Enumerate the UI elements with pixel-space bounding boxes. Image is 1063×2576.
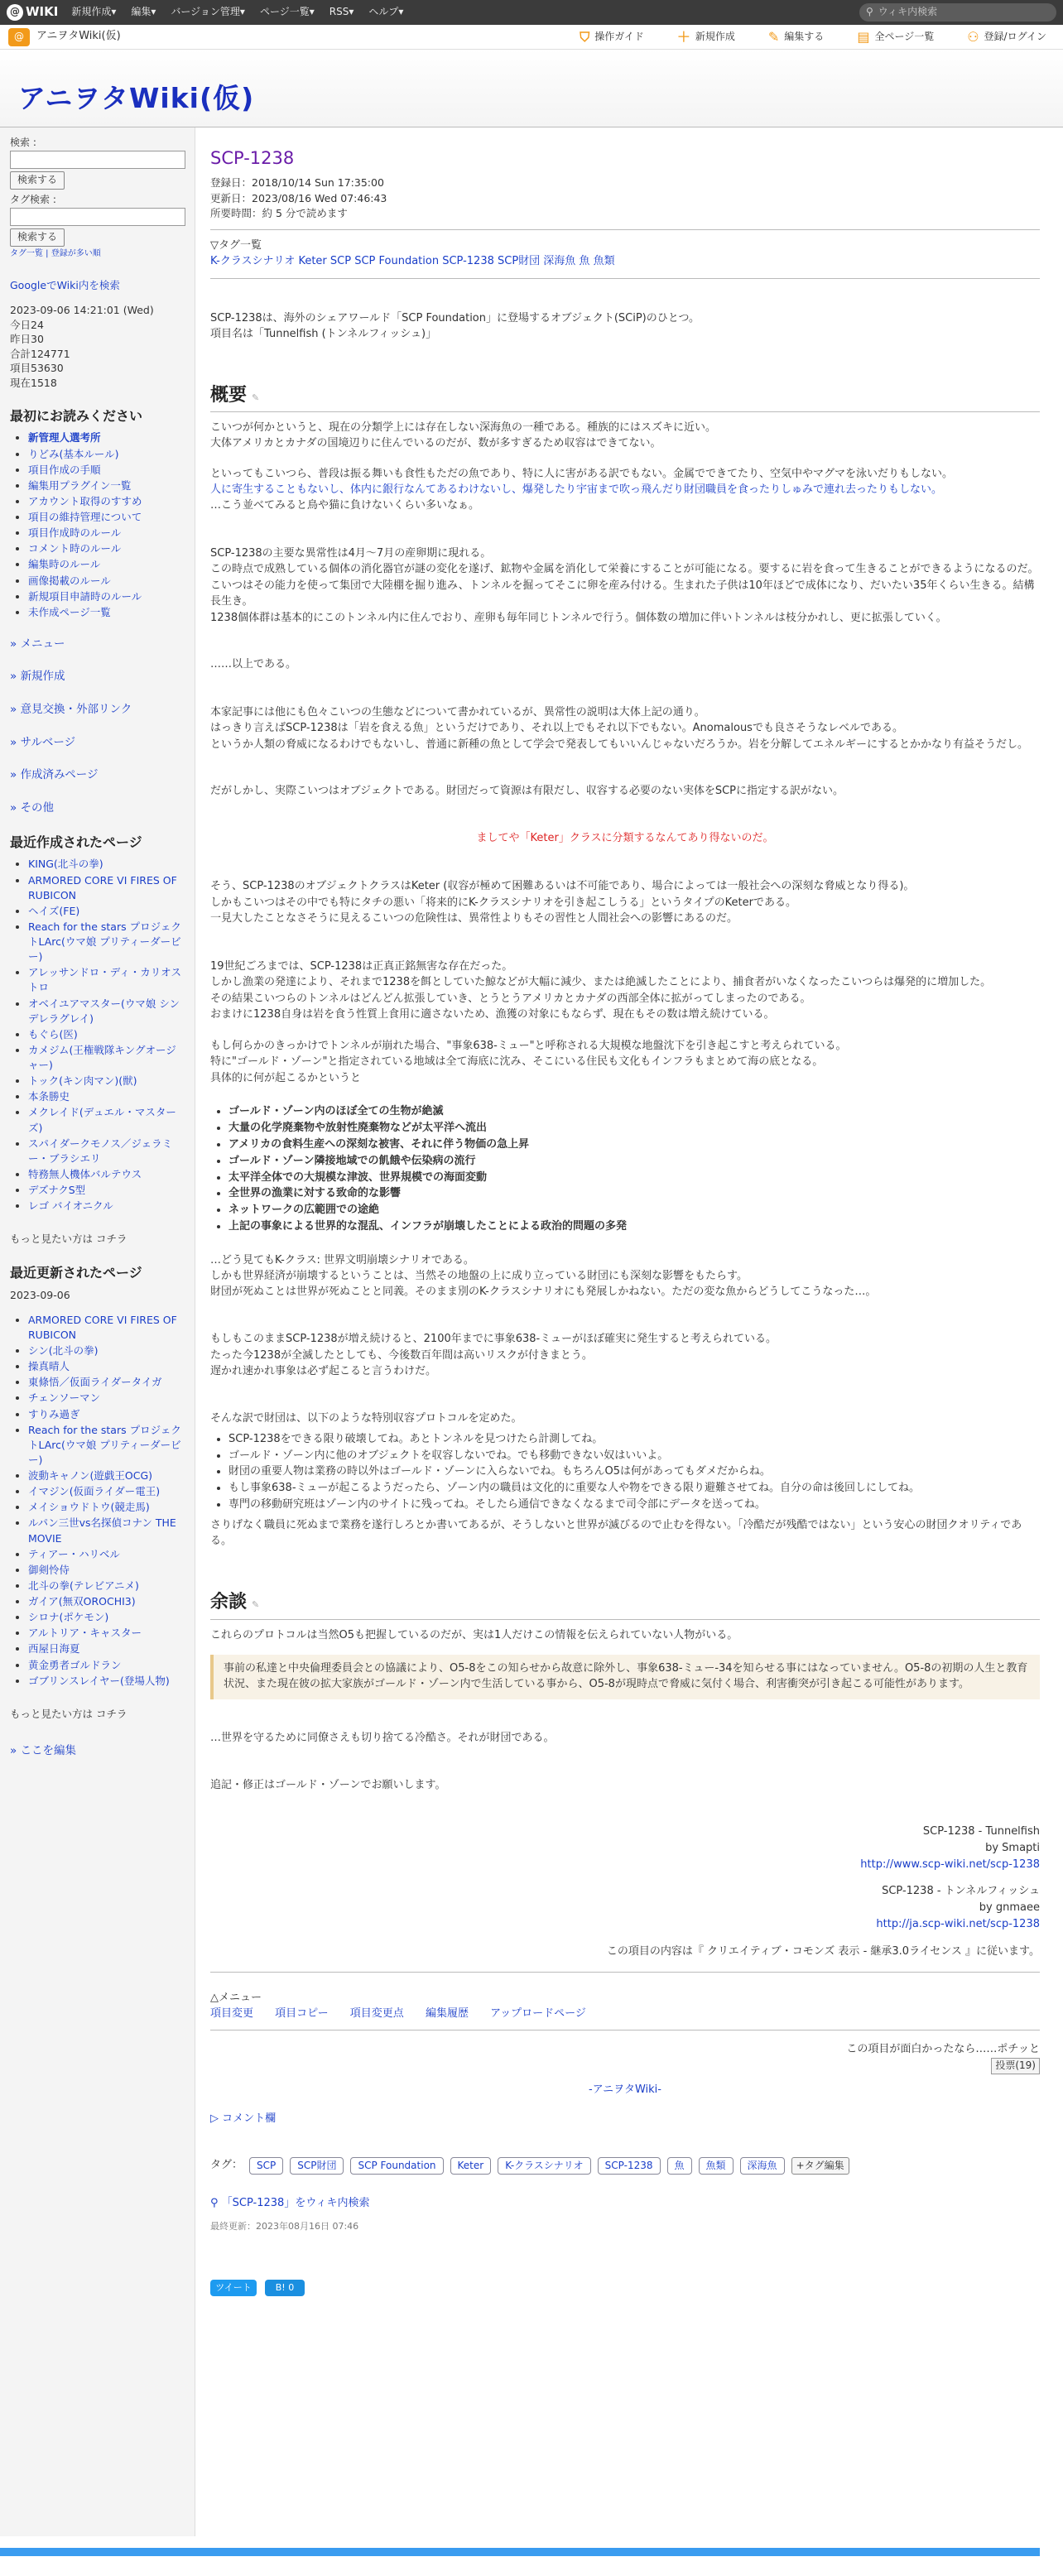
access-stats: 2023-09-06 14:21:01 (Wed) 今日24 昨日30 合計124771 項目53630 現在1518 [10,304,154,389]
list-item[interactable]: りどみ(基本ルール) [28,447,119,460]
list-item[interactable]: オベイユアマスター(ウマ娘 シンデレラグレイ) [28,997,180,1025]
tag-search-label: タグ検索 : [10,193,56,205]
list-item[interactable]: 項目の維持管理について [28,511,142,523]
list-item[interactable]: チェンソーマン [28,1391,101,1405]
search-icon: ⚲ [866,6,873,18]
article [195,127,1063,2536]
keter-explain: そう、SCP-1238のオブジェクトクラスはKeter (収容が極めて困難あるいは不可能であり、場合によっては一般社会への深刻な脅威となり得る)。 しかもこいつはその中でも特にタチの悪い「将来的にK-クラスシナリオを引き起こしうる」というタイプのKeterである。 一見大したことなさそうに見えるこいつの危険性は、異常性よりもその習性と人間社会への影響にあるのだ。 [210,880,915,925]
edit-icon[interactable]: ✎ [252,1598,260,1610]
license: この項目の内容は『 クリエイティブ・コモンズ 表示 - 継承3.0ライセンス 』に従います。 [606,1944,1040,1958]
list-item[interactable]: Reach for the stars プロジェクトLArc(ウマ娘 プリティーダービー) [28,920,181,964]
list-item[interactable]: トック(キン肉マン)(獣) [28,1074,137,1088]
tag-chip[interactable]: K-クラスシナリオ [498,2157,590,2175]
menu-new[interactable]: 新規作成▾ [71,6,117,18]
list-item: • ゴールド・ゾーン隣接地域での飢餓や伝染病の流行 [228,1154,1040,1170]
list-item[interactable]: アルトリア・キャスター [28,1627,142,1640]
menu-link[interactable]: 編集履歴 [425,2006,469,2020]
anomaly: SCP-1238の主要な異常性は4月〜7月の産卵期に現れる。 この時点で成熟している個体の消化器官が謎の変化を遂げ、鉱物や金属を消化して栄養にすることが可能になる。要するに岩を食って生きることができるようになるのだ。 こいつはその能力を使って集団で大陸棚を掘り進み、トンネルを掘ってそこに卵を産み付ける。生まれた子供は10年ほどで成体になり、だいたい35年くらい生きる。結構長生き。 1238個体群は基本的にこのトンネル内に住んでおり、産卵も毎年同じトンネルで行う。個体数の増加に伴いトンネルは枝分かれし、更に拡張していく。 [210,546,1039,624]
tweet-button[interactable]: ツイート [210,2280,257,2296]
list-item[interactable]: ARMORED CORE VI FIRES OF RUBICON [28,1313,177,1341]
credits: SCP-1238 - Tunnelfish by Smapti http://www.scp-wiki.net/scp-1238 SCP-1238 - トンネルフィッシュ by gnmaee http://ja.scp-wiki.net/scp-1238 この項目の内容は『 クリエイティブ・コモンズ 表示 - 継承3.0ライセンス 』に従います。 [210,1824,1040,1960]
site-name[interactable]: @ アニヲタWiki(仮) [8,28,121,46]
menu-rss[interactable]: RSS▾ [329,6,354,18]
menu-version[interactable]: バージョン管理▾ [171,6,245,18]
menu-link[interactable]: アップロードページ [490,2006,586,2020]
social-buttons [210,2280,1040,2296]
list-item[interactable]: アレッサンドロ・ディ・カリオストロ [28,966,182,994]
search-label: 検索 : [10,137,36,148]
site-bar [0,25,1063,50]
only-that: ……以上である。 [210,658,297,671]
list-item[interactable]: ガイア(無双OROCHI3) [28,1595,136,1608]
vote-area: この項目が面白かったなら……ポチッと 投票(19) [210,2042,1040,2074]
guide-button[interactable]: ⛉ 操作ガイド [580,27,644,46]
tag-chip[interactable]: Keter [450,2157,492,2175]
side-salvage-link[interactable]: » サルベージ [10,735,185,752]
consequence-list [210,1104,1040,1235]
list-item[interactable]: 波動キャノン(遊戯王OCG) [28,1469,153,1482]
updated-date: 2023-09-06 [10,1288,70,1301]
list-item[interactable]: すりみ過ぎ [28,1407,80,1420]
google-search-link[interactable]: GoogleでWiki内を検索 [10,279,120,292]
menu-pages[interactable]: ページ一覧▾ [259,6,315,18]
hatena-bookmark-button[interactable]: B! 0 [265,2280,305,2296]
addendum: 追記・修正はゴールド・ゾーンでお願いします。 [210,1778,446,1791]
site-tools [580,27,1046,46]
comment-link[interactable]: ▷ コメント欄 [210,2112,277,2125]
list-item: • SCP-1238をできる限り破壊してね。あとトンネルを見つけたら計測してね。 [228,1432,1040,1448]
list-item[interactable]: 項目作成時のルール [28,526,122,540]
edit-button[interactable]: ✎ 編集する [768,27,824,46]
list-item[interactable]: 編集時のルール [28,558,101,571]
list-item[interactable]: 操真晴人 [28,1360,70,1373]
list-item: • 大量の化学廃棄物や放射性廃棄物などが太平洋へ流出 [228,1121,1040,1137]
all-pages-button[interactable]: ▤ 全ページ一覧 [857,27,934,46]
tag-chip[interactable]: SCP財団 [290,2157,344,2175]
divider [210,229,1040,230]
but-paragraph: だがしかし、実際こいつはオブジェクトである。財団だって資源は有限だし、収容する必要のない実体をSCPに指定する訳がない。 [210,785,844,798]
list-item[interactable]: 画像掲載のルール [28,574,111,587]
tag-bar: タグ： SCP SCP財団 SCP Foundation Keter K-クラスシナリオ SCP-1238 魚 魚類 深海魚 +タグ編集 [210,2157,1040,2175]
protocol-intro: そんな訳で財団は、以下のような特別収容プロトコルを定めた。 [210,1411,522,1425]
list-item[interactable]: もぐら(医) [28,1027,78,1040]
menu-link[interactable]: 項目変更 [210,2006,254,2020]
list-item[interactable]: ヘイズ(FE) [28,904,80,917]
tag-search-input[interactable] [10,208,185,226]
sidebar-search [10,136,185,260]
cold-line: …世界を守るために同僚さえも切り捨てる冷酷さ。それが財団である。 [210,1732,555,1745]
protocol-list [210,1432,1040,1513]
wiki-search-link[interactable]: ⚲ 「SCP-1238」をウィキ内検索 [210,2197,370,2210]
read-first-list [10,430,185,620]
list-item: • ネットワークの広範囲での途絶 [228,1203,1040,1218]
side-created-link[interactable]: » 作成済みページ [10,767,185,784]
tag-chip[interactable]: SCP [249,2157,283,2175]
side-exchange-link[interactable]: » 意見交換・外部リンク [10,702,185,718]
tags-heading: ▽タグ一覧 [210,238,262,252]
divider [210,278,1040,279]
list-item[interactable]: コメント時のルール [28,542,122,555]
side-other-link[interactable]: » その他 [10,800,185,817]
list-item: • 上記の事象による世界的な混乱、インフラが崩壊したことによる政治的問題の多発 [228,1219,1040,1235]
edit-here-link[interactable]: » ここを編集 [10,1743,185,1760]
divider [210,1972,1040,1973]
top-bar [0,0,1063,25]
plus-icon: ＋ [676,28,690,45]
recent-created-list [10,857,185,1214]
analysis: 本家記事には他にも色々こいつの生態などについて書かれているが、異常性の説明は大体上記の通り。 はっきり言えばSCP-1238は「岩を食える魚」というだけであり、それ以上でもそれ以下でもない。Anomalousでも良さそうなレベルである。 というか人類の脅威になるわけでもないし、普通に新種の魚として学会で発表してもいいんじゃないだろうか。岩を分解してエネルギーにするとかかなり有益そうだし。 [210,705,1029,751]
search-icon: ⚲ [210,2197,222,2210]
list-item[interactable]: シロナ(ポケモン) [28,1611,109,1624]
list-item[interactable]: デズナクS型 [28,1184,86,1197]
list-item[interactable]: 北斗の拳(テレビアニメ) [28,1579,139,1592]
side-new-link[interactable]: » 新規作成 [10,669,185,685]
quote-block: 事前の私達と中央倫理委員会との協議により、O5-8をこの知らせから故意に除外し、事象638-ミュー-34を知らせる事にはなっていません。O5-8の初期の人生と教育状況、また現在彼の拡大家族がゴールド・ゾーン内で生活している事から、O5-8が現時点で脅威に気付く場合、利害衝突が引き起こる可能性があります。 [210,1655,1040,1699]
tag-list[interactable]: K-クラスシナリオ Keter SCP SCP Foundation SCP-1238 SCP財団 深海魚 魚 魚類 [210,254,615,267]
login-button[interactable]: ⚇ 登録/ログイン [967,27,1046,46]
tag-chip[interactable]: 魚類 [699,2157,734,2175]
read-first-heading: 最初にお読みください [10,408,143,425]
list-item[interactable]: ルパン三世vs名探偵コナン THE MOVIE [28,1516,176,1545]
list-item[interactable]: メイショウドトウ(競走馬) [28,1501,150,1514]
section-heading-overview: 概要 ✎ [210,382,1040,413]
wiki-icon: @ [8,28,30,46]
more-created[interactable]: もっと見たい方は コチラ [10,1233,127,1246]
users-icon: ⚇ [967,28,979,45]
sidebar-search-input[interactable] [10,151,185,169]
list-item[interactable]: シン(北斗の拳) [28,1344,99,1357]
section-heading-extra: 余談 ✎ [210,1589,1040,1620]
menu-heading: △メニュー [210,1991,262,2004]
wiki-logo[interactable]: @ WIKI [7,3,58,22]
site-banner [0,50,1063,127]
menu-edit[interactable]: 編集▾ [131,6,156,18]
tag-chip[interactable]: 深海魚 [740,2157,785,2175]
list-item[interactable]: スパイダークモノス／ジェラミー・ブラシエリ [28,1137,173,1165]
sidebar [0,127,195,2536]
wiki-center-link[interactable]: -アニヲタWiki- [589,2083,661,2097]
divider [210,2030,1040,2031]
tag-chip[interactable]: SCP Foundation [350,2157,443,2175]
menu-help[interactable]: ヘルプ▾ [368,6,404,18]
future: もしもこのままSCP-1238が増え続けると、2100年までに事象638-ミューがほぼ確実に発生すると考えられている。 たった今1238が全滅したとしても、今後数百年間は高いリスクが付きまとう。 遅かれ速かれ事象は必ず起こると言うわけだ。 [210,1333,777,1378]
new-page-button[interactable]: ＋ 新規作成 [677,27,735,46]
document-icon: ▤ [857,28,870,45]
keter-line: ましてや「Keter」クラスに分類するなんてあり得ないのだ。 [476,832,774,845]
bottom-menu [210,1991,1040,2022]
page-title: SCP-1238 [210,148,295,168]
last-update: 最終更新：2023年08月16日 07:46 [210,2221,359,2232]
tag-search-button[interactable]: 検索する [10,228,65,246]
footer-bar [0,2548,1040,2556]
list-item[interactable]: イマジン(仮面ライダー電王) [28,1485,161,1498]
list-item: • アメリカの食料生産への深刻な被害、それに伴う物価の急上昇 [228,1137,1040,1153]
k-class: …どう見てもK-クラス: 世界文明崩壊シナリオである。 しかも世界経済が崩壊するということは、当然その地盤の上に成り立っている財団にも深刻な影響をもたらす。 財団が死ぬことは世界が死ぬことと同義。そのまま別のK-クラスシナリオにも発展しかねない。ただの変な魚からどうしてこうなった…。 [210,1253,877,1298]
tag-edit-button[interactable]: +タグ編集 [791,2157,849,2175]
intro: SCP-1238は、海外のシェアワールド「SCP Foundation」に登場するオブジェクト(SCiP)のひとつ。 項目名は「Tunnelfish (トンネルフィッシュ)」 [210,311,700,340]
list-item[interactable]: アカウント取得のすすめ [28,494,142,507]
edit-icon[interactable]: ✎ [252,392,260,403]
history: 19世紀ごろまでは、SCP-1238は正真正銘無害な存在だった。 しかし漁業の発達により、それまで1238を餌としていた鯨などが大幅に減少、または絶滅したことにより、捕食者がいなくなったこいつらは爆発的に増加した。 その結果こいつらのトンネルはどんどん拡張していき、とうとうアメリカとカナダの西部全体に拡がってしまったのである。 おまけに1238自身は岩を食う性質上食用に適さないため、漁獲の対象にもならず、現在もその数は増え続けている。 もし何らかのきっかけでトンネルが崩れた場合、"事象638-ミュー"と呼称される大規模な地盤沈下を引き起こすと考えられている。 特に"ゴールド・ゾーン"と指定されている地域は全て海底に沈み、そこにいる住民も文化もインフラもまとめて海の底となる。 具体的に何が起こるかというと [210,959,992,1084]
list-item[interactable]: ARMORED CORE VI FIRES OF RUBICON [28,873,177,901]
list-item: • ゴールド・ゾーン内に他のオブジェクトを収容しないでね。でも移動できない奴はいいよ。 [228,1449,1040,1464]
extra-text: これらのプロトコルは当然O5も把握しているのだが、実は1人だけこの情報を伝えられていない人物がいる。 [210,1628,738,1641]
list-item[interactable]: KING(北斗の拳) [28,858,103,871]
overview: こいつが何かというと、現在の分類学上には存在しない深海魚の一種である。種族的にはスズキに近い。 大体アメリカとカナダの国境辺りに住んでいるのだが、数が多すぎるため収容はできてない。 といってもこいつら、普段は振る舞いも食性もただの魚であり、特に人に害がある訳でもない。金属でできてたり、空気中やマグマを泳いだりもしない。 人に寄生することもないし、体内に銀行なんてあるわけないし、爆発したり宇宙まで吹っ飛んだり財団職員を食ったりしゅみで連れ去ったりもしない。 …こう並べてみると鳥や猫に負けないくらい多いなぁ。 [210,421,954,512]
list-item[interactable]: ゴブリンスレイヤー(登場人物) [28,1674,170,1687]
vote-button[interactable]: 投票(19) [991,2058,1040,2074]
shield-icon: ⛉ [580,28,590,45]
menu-link[interactable]: 項目コピー [275,2006,329,2020]
list-item[interactable]: 黄金勇者ゴルドラン [28,1658,122,1671]
list-item[interactable]: 東條悟／仮面ライダータイガ [28,1376,162,1389]
list-item[interactable]: カメジム(王権戦隊キングオージャー) [28,1043,176,1072]
list-item[interactable]: 新管理人選考所 [28,431,101,445]
at-icon: @ [7,4,23,21]
source-link-ja[interactable]: http://ja.scp-wiki.net/scp-1238 [876,1918,1040,1931]
list-item[interactable]: 西屋日海夏 [28,1642,80,1656]
list-item: • 太平洋全体での大規模な津波、世界規模での海面変動 [228,1170,1040,1186]
recent-created-heading: 最近作成されたページ [10,834,142,851]
protocol-comment: さりげなく職員に死ぬまで業務を遂行しろとか書いてあるが、そうしないと世界が滅びるので止むを得ない。「冷酷だが残酷ではない」という安心の財団クオリティである。 [210,1518,1022,1547]
list-item[interactable]: 項目作成の手順 [28,463,101,476]
source-link-en[interactable]: http://www.scp-wiki.net/scp-1238 [860,1858,1040,1872]
list-item: • 専門の移動研究班はゾーン内のサイトに残ってね。そしたら通信できなくなるまで司令部にデータを送ってね。 [228,1497,1040,1513]
list-item[interactable]: 編集用プラグイン一覧 [28,478,132,492]
recent-updated-list [10,1313,185,1689]
list-item[interactable]: レゴ バイオニクル [28,1199,113,1213]
site-title[interactable]: アニヲタWiki(仮) [18,82,255,115]
list-item[interactable]: 新規項目申請時のルール [28,589,142,603]
side-menu-link[interactable]: » メニュー [10,637,185,653]
list-item[interactable]: 未作成ページ一覧 [28,605,111,618]
sidebar-search-button[interactable]: 検索する [10,171,65,189]
list-item[interactable]: メクレイド(デュエル・マスターズ) [28,1106,176,1134]
list-item[interactable]: 御剣怜侍 [28,1563,70,1576]
tag-chip[interactable]: 魚 [667,2157,692,2175]
list-item[interactable]: ティアー・ハリベル [28,1547,120,1560]
top-menu [71,5,403,19]
pencil-icon: ✎ [767,28,780,45]
wiki-search-input[interactable]: ⚲ ウィキ内検索 [859,3,1056,22]
recent-updated-heading: 最近更新されたページ [10,1265,142,1281]
tag-chip[interactable]: SCP-1238 [598,2157,661,2175]
list-item: • ゴールド・ゾーン内のほぼ全ての生物が絶滅 [228,1104,1040,1120]
more-updated[interactable]: もっと見たい方は コチラ [10,1707,127,1720]
list-item[interactable]: 特務無人機体バルテウス [28,1167,142,1180]
article-meta: 登録日：2018/10/14 Sun 17:35:00 更新日：2023/08/16 Wed 07:46:43 所要時間：約 5 分で読めます [210,176,387,219]
list-item: • 全世界の漁業に対する致命的な影響 [228,1186,1040,1202]
list-item: • 財団の重要人物は業務の時以外はゴールド・ゾーンに入らないでね。もちろんO5は何があってもダメだからね。 [228,1464,1040,1480]
tag-list-link[interactable]: タグ一覧 | 登録が多い順 [10,248,101,258]
list-item[interactable]: 本条勝史 [28,1090,70,1103]
list-item: • もし事象638-ミューが起こるようだったら、ゾーン内の職員は文化的に重要な人や物をできる限り避難させてね。自分の命は後回しにしてね。 [228,1481,1040,1497]
list-item[interactable]: Reach for the stars プロジェクトLArc(ウマ娘 プリティーダービー) [28,1423,181,1466]
menu-link[interactable]: 項目変更点 [349,2006,404,2020]
